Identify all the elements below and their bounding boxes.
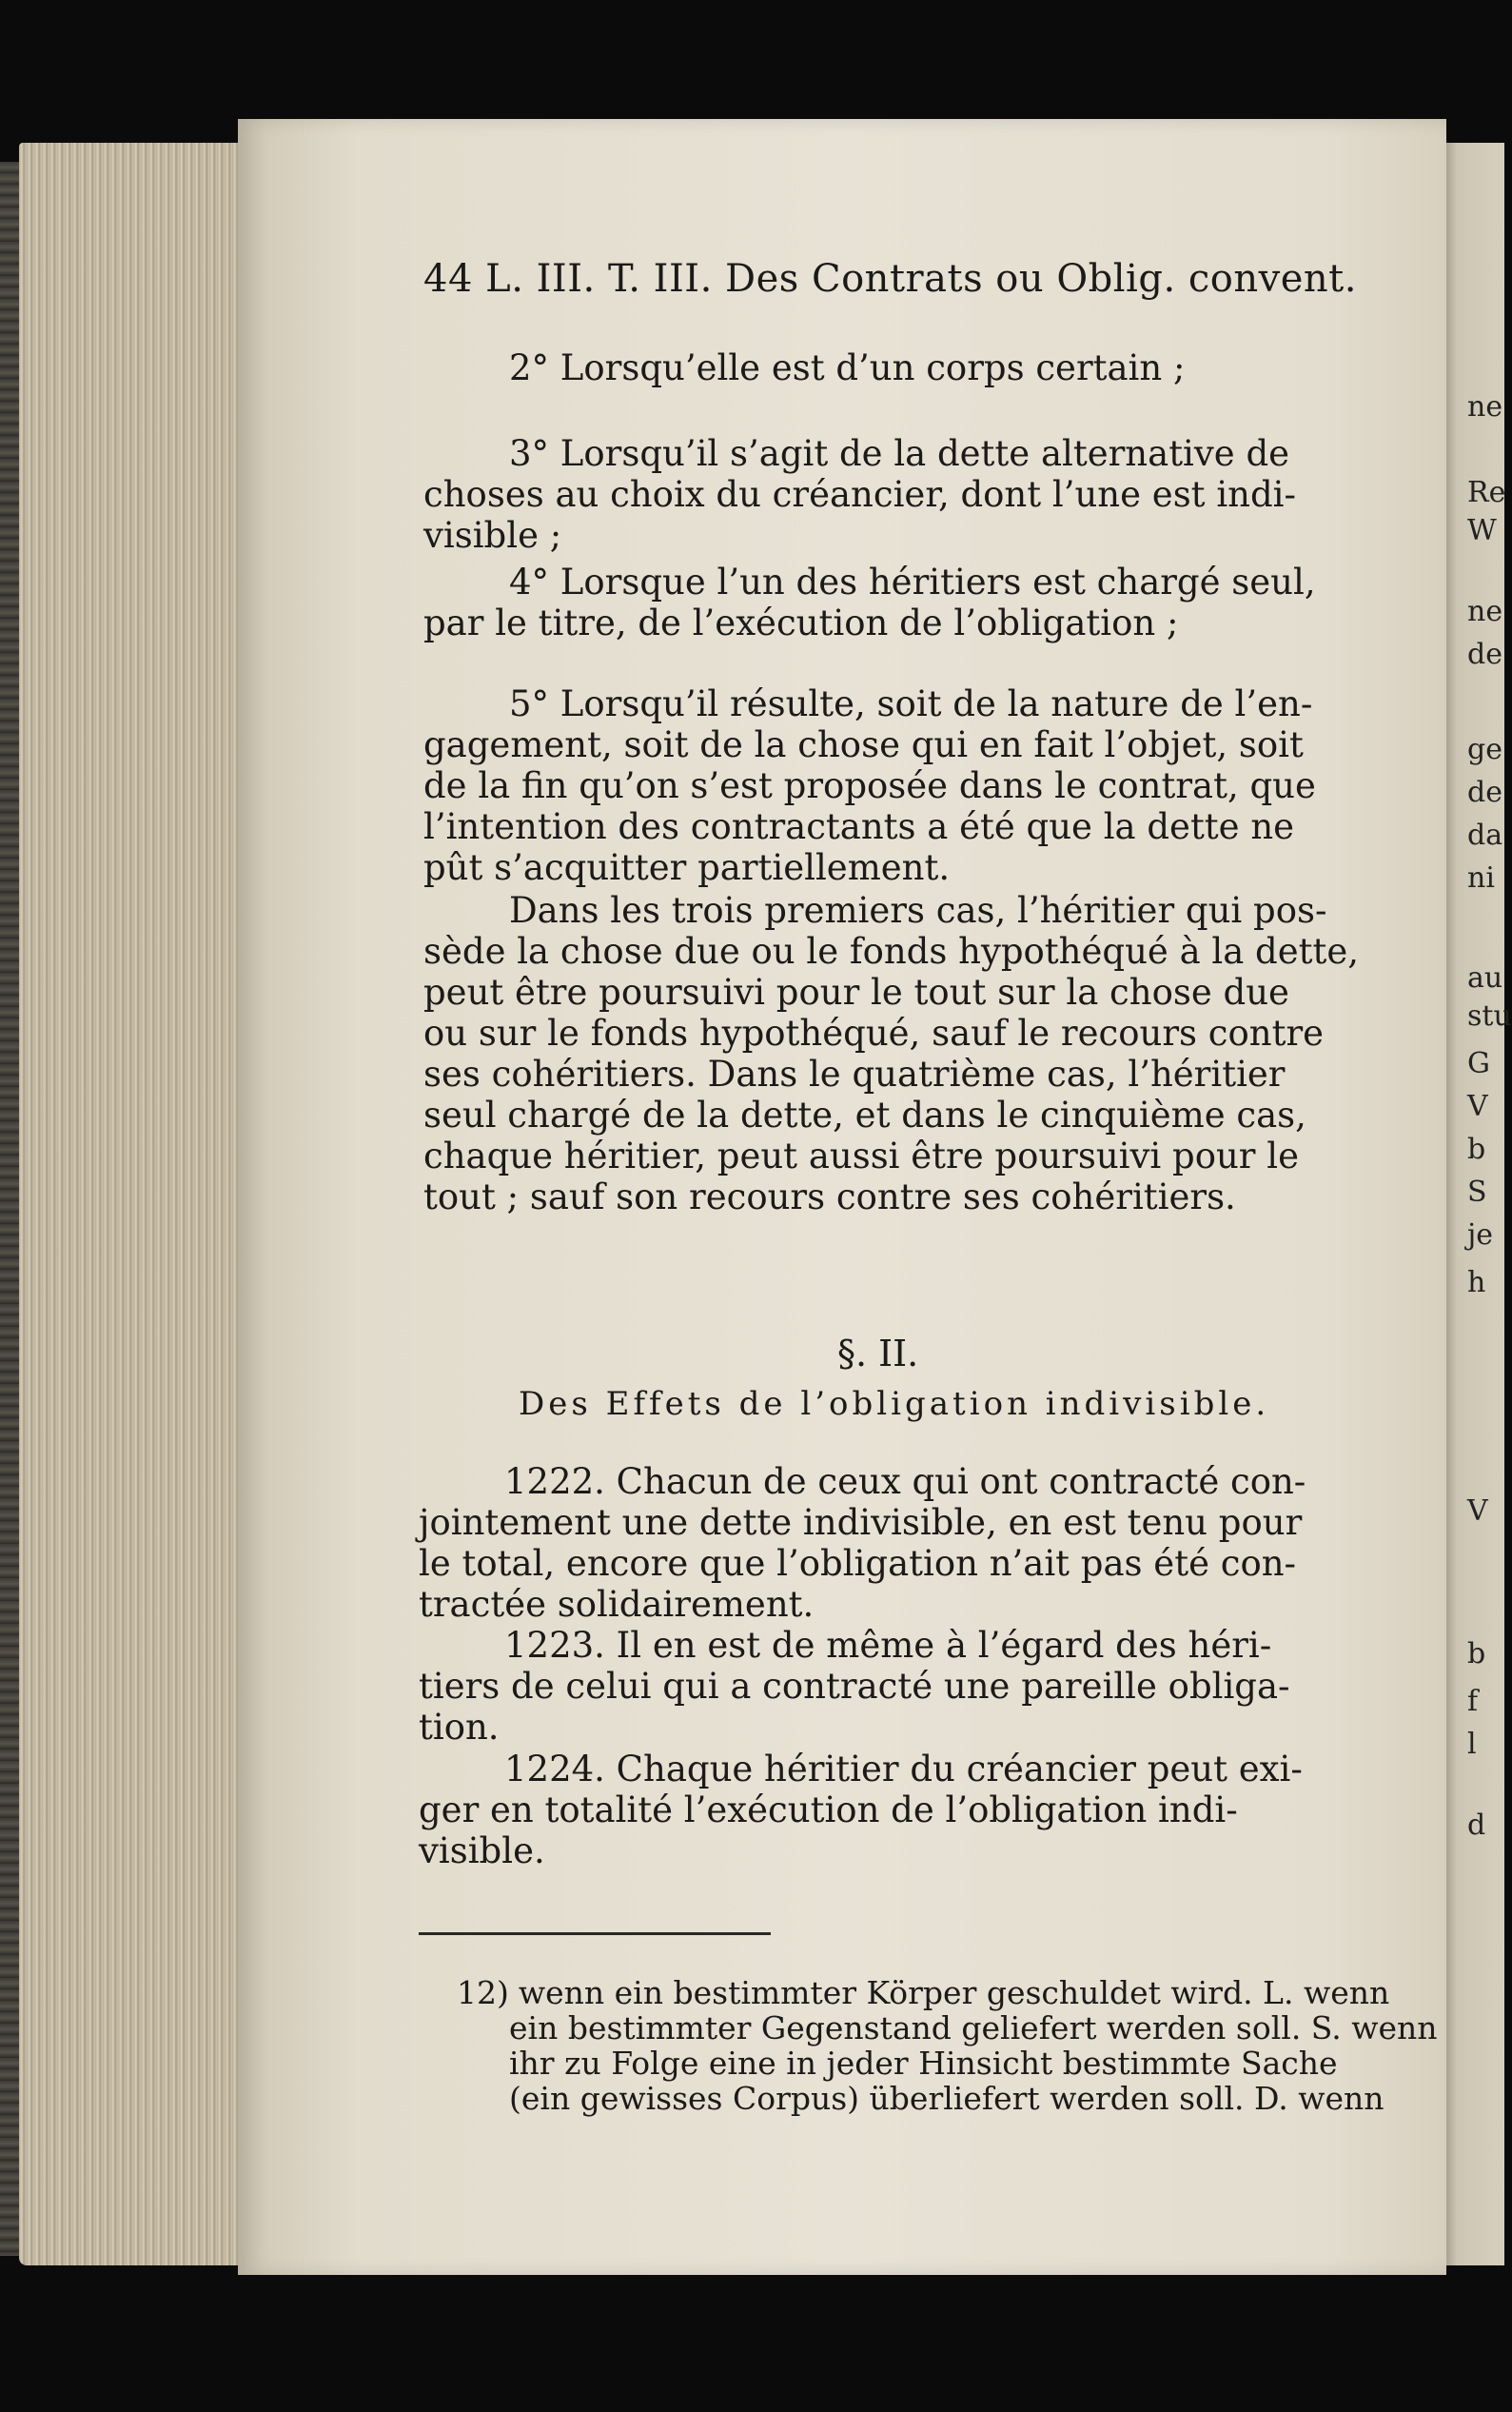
adjacent-page-fragment: h <box>1467 1266 1486 1299</box>
adjacent-page <box>1437 143 1512 2265</box>
adjacent-page-fragment: d <box>1467 1809 1486 1842</box>
text-line: ou sur le fonds hypothéqué, sauf le recours contre <box>423 1013 1325 1054</box>
text-line: chaque héritier, peut aussi être poursuivi pour le <box>423 1136 1299 1176</box>
footnote <box>457 1974 1438 2117</box>
text-line: le total, encore que l’obligation n’ait pas été con- <box>419 1543 1297 1584</box>
paragraph <box>423 433 1375 556</box>
adjacent-page-fragment: V <box>1467 1494 1488 1528</box>
running-title: L. III. T. III. Des Contrats ou Oblig. convent. <box>485 257 1357 301</box>
text-line: ger en totalité l’exécution de l’obligation indi- <box>419 1789 1238 1830</box>
text-line: tiers de celui qui a contracté une pareille obliga- <box>419 1666 1290 1707</box>
section-number: §. II. <box>837 1333 919 1374</box>
text-line: 3° Lorsqu’il s’agit de la dette alternative de <box>509 433 1290 474</box>
running-header <box>423 257 1375 301</box>
adjacent-page-fragment: da <box>1467 819 1503 852</box>
text-line: de la fin qu’on s’est proposée dans le contrat, que <box>423 765 1316 806</box>
text-line: l’intention des contractants a été que la dette ne <box>423 806 1295 847</box>
footnote-rule <box>419 1932 771 1935</box>
footnote-marker: 12) <box>457 1974 509 2011</box>
text-line: 1222. Chacun de ceux qui ont contracté con- <box>504 1461 1306 1502</box>
text-line: visible ; <box>423 515 562 556</box>
text-line: 5° Lorsqu’il résulte, soit de la nature de l’en- <box>509 683 1313 724</box>
paragraph <box>423 562 1375 643</box>
text-line: Dans les trois premiers cas, l’héritier qui pos- <box>509 890 1327 931</box>
footnote-line: ein bestimmter Gegenstand geliefert werden soll. S. wenn <box>509 2009 1438 2046</box>
footnote-line: (ein gewisses Corpus) überliefert werden soll. D. wenn <box>509 2080 1384 2117</box>
text-line: seul chargé de la dette, et dans le cinquième cas, <box>423 1095 1306 1136</box>
paragraph <box>509 347 1365 388</box>
page-number: 44 <box>423 257 473 301</box>
adjacent-page-fragment: Re <box>1467 476 1506 509</box>
text-line: tion. <box>419 1707 500 1748</box>
text-line: tractée solidairement. <box>419 1584 815 1625</box>
text-line: peut être poursuivi pour le tout sur la chose due <box>423 972 1289 1013</box>
text-line: tout ; sauf son recours contre ses cohéritiers. <box>423 1176 1236 1217</box>
text-line: sède la chose due ou le fonds hypothéqué à la dette, <box>423 931 1360 972</box>
adjacent-page-fragment: W <box>1467 514 1497 547</box>
article <box>419 1625 1375 1748</box>
text-line: 4° Lorsque l’un des héritiers est chargé seul, <box>509 562 1316 603</box>
adjacent-page-fragment: de <box>1467 638 1502 671</box>
paragraph <box>423 890 1375 1217</box>
adjacent-page-fragment: G <box>1467 1047 1490 1080</box>
adjacent-page-fragment: V <box>1467 1090 1488 1123</box>
text-line: gagement, soit de la chose qui en fait l’objet, soit <box>423 724 1304 765</box>
adjacent-page-fragment: de <box>1467 776 1502 809</box>
text-line: jointement une dette indivisible, en est tenu pour <box>419 1502 1303 1543</box>
adjacent-page-fragment: stu <box>1467 999 1512 1033</box>
page-edges <box>19 143 238 2265</box>
text-line: visible. <box>419 1830 545 1871</box>
adjacent-page-fragment: ne <box>1467 390 1503 424</box>
adjacent-page-fragment: f <box>1467 1685 1479 1718</box>
footnote-line: ihr zu Folge eine in jeder Hinsicht bestimmte Sache <box>509 2045 1338 2082</box>
article <box>419 1749 1375 1871</box>
adjacent-page-fragment: au <box>1467 961 1503 995</box>
adjacent-page-fragment: b <box>1467 1637 1486 1671</box>
footnote-line: wenn ein bestimmter Körper geschuldet wird. L. wenn <box>518 1974 1390 2011</box>
section-title: Des Effets de l’obligation indivisible. <box>519 1385 1270 1423</box>
text-line: choses au choix du créancier, dont l’une est indi- <box>423 474 1296 515</box>
text-line: 1224. Chaque héritier du créancier peut exi- <box>504 1749 1303 1789</box>
text-line: pût s’acquitter partiellement. <box>423 847 951 888</box>
adjacent-page-fragment: ne <box>1467 595 1503 628</box>
text-line: ses cohéritiers. Dans le quatrième cas, l’héritier <box>423 1054 1286 1095</box>
adjacent-page-fragment: b <box>1467 1133 1486 1166</box>
text-line: par le titre, de l’exécution de l’obligation ; <box>423 603 1179 643</box>
adjacent-page-fragment: je <box>1467 1218 1494 1252</box>
article <box>419 1461 1375 1625</box>
adjacent-page-fragment: S <box>1467 1176 1487 1209</box>
adjacent-page-fragment: ni <box>1467 861 1495 895</box>
paragraph <box>423 683 1375 888</box>
text-line: 2° Lorsqu’elle est d’un corps certain ; <box>509 347 1186 388</box>
adjacent-page-fragment: l <box>1467 1728 1477 1761</box>
adjacent-page-fragment: ge <box>1467 733 1502 766</box>
text-line: 1223. Il en est de même à l’égard des héri- <box>504 1625 1272 1666</box>
